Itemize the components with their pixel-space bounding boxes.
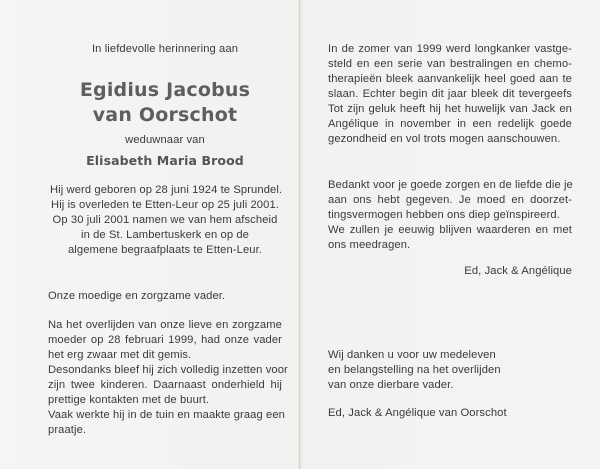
thanks-line: van onze dierbare vader. [328, 379, 454, 391]
paragraph-line: Vaak werkte hij in de tuin en maakte graag een [48, 409, 285, 421]
left-paragraph-1 [48, 318, 282, 363]
paragraph-line: Na het overlijden van onze lieve en zorgzame [48, 319, 282, 331]
thanks-line: en belangstelling na het overlijden [328, 364, 501, 376]
paragraph-line: In de zomer van 1999 werd longkanker vastge- [328, 43, 572, 55]
card-fold [299, 0, 300, 469]
paragraph-line: Angélique in november in een redelijk goede [328, 118, 572, 130]
paragraph-line: Desondanks bleef hij zich volledig inzetten voor [48, 364, 288, 376]
paragraph-line: Bedankt voor je goede zorgen en de liefde die je [328, 179, 573, 191]
paragraph-line: steld en een serie van bestralingen en chemo- [328, 58, 572, 70]
spouse-name: Elisabeth Maria Brood [86, 153, 244, 168]
paragraph-line: We zullen je eeuwig blijven waarderen en met [328, 224, 572, 236]
left-paragraph-2 [48, 363, 288, 438]
bio-line: algemene begraafplaats te Etten-Leur. [67, 244, 263, 256]
paragraph-line: prettige kontakten met de buurt. [48, 394, 210, 406]
thanks-block [328, 348, 572, 393]
bio-line: Op 30 juli 2001 namen we van hem afscheid [52, 214, 278, 226]
bio-line: Hij werd geboren op 28 juni 1924 te Sprundel. [50, 184, 283, 196]
paragraph-line: tingsvermogen hebben ons diep geïnspireerd. [328, 209, 560, 221]
bio-line: Hij is overleden te Etten-Leur op 25 juli 2001. [51, 199, 279, 211]
tagline: Onze moedige en zorgzame vader. [48, 290, 226, 302]
deceased-name-first: Egidius Jacobus [79, 79, 251, 101]
deceased-name-last: van Oorschot [92, 104, 238, 126]
thanks-line: Wij danken u voor uw medeleven [328, 349, 496, 361]
paragraph-line: Tot zijn geluk heeft hij het huwelijk van Jack en [328, 103, 572, 115]
paragraph-line: aan ons hebt gegeven. Je moed en doorzet- [328, 194, 572, 206]
paragraph-line: zijn twee kinderen. Daarnaast onderhield hij [48, 379, 282, 391]
paragraph-line: slaan. Echter begin dit jaar bleek dit tevergeefs [328, 88, 572, 100]
signature-first: Ed, Jack & Angélique [464, 265, 572, 277]
widower-text: weduwnaar van [125, 134, 205, 146]
paragraph-line: moeder op 28 februari 1999, had onze vader [48, 334, 282, 346]
right-paragraph-2 [328, 178, 572, 253]
bio-line: in de St. Lambertuskerk en op de [80, 229, 249, 241]
paragraph-line: therapieën bleek aanvankelijk heel goed aan te [328, 73, 572, 85]
right-paragraph-1 [328, 42, 572, 147]
paragraph-line: ons meedragen. [328, 239, 411, 251]
signature-second: Ed, Jack & Angélique van Oorschot [328, 407, 507, 419]
paragraph-line: het erg zwaar met dit gemis. [48, 349, 192, 361]
intro-text: In liefdevolle herinnering aan [91, 43, 239, 55]
bio-block [50, 183, 283, 258]
paragraph-line: praatje. [48, 424, 87, 436]
paragraph-line: gezondheid en vol trots mogen aanschouwen. [328, 133, 561, 145]
